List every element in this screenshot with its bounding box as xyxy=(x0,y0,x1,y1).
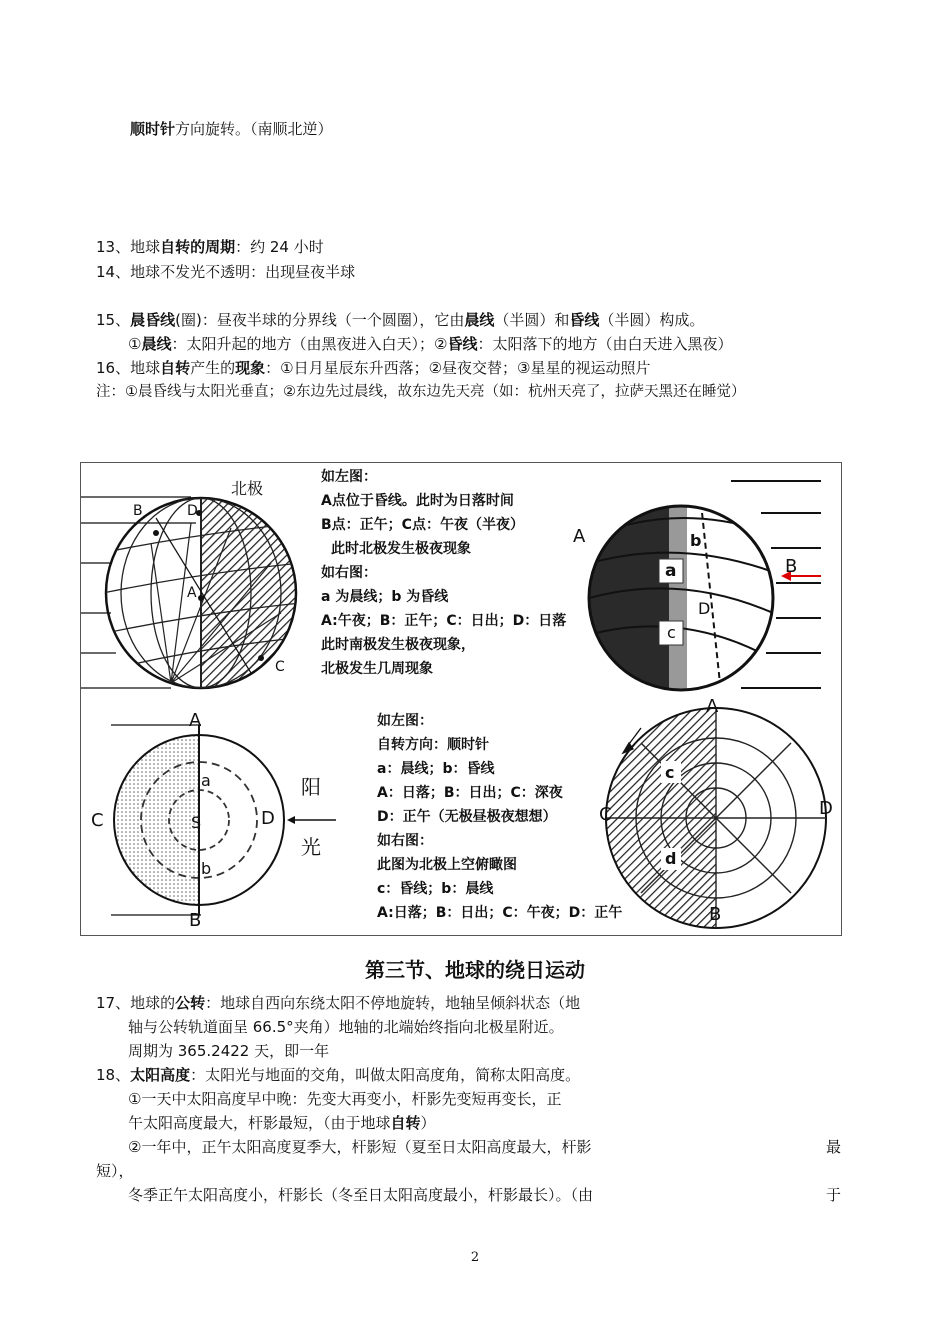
item-17 xyxy=(96,993,580,1013)
label-br-b: B xyxy=(709,904,722,925)
fig-text-line: a 为晨线；b 为昏线 xyxy=(321,589,449,605)
fig-text-line: 此时南极发生极夜现象， xyxy=(321,637,475,653)
text-span: 13、地球 xyxy=(96,238,161,256)
bold-term: 自转的周期 xyxy=(160,238,236,256)
fig-text-line: 如左图： xyxy=(377,713,433,729)
label-sun-1: 阳 xyxy=(301,775,321,799)
text-span: (圈)：昼夜半球的分界线（一个圆圈），它由 xyxy=(175,311,465,329)
text-span: ①一天中太阳高度 xyxy=(128,1090,247,1108)
label-a: A xyxy=(187,585,197,601)
figure-text-bottom xyxy=(377,709,622,925)
item-18-1 xyxy=(128,1089,561,1109)
globe-top-right xyxy=(586,481,821,693)
text-span: 轴与公转轨道面呈 66.5°夹角）地轴的北端始终指向北极星附近。 xyxy=(128,1018,564,1036)
text-span: ：太阳光与地面的交角，叫做太阳高度角，简称太阳高度。 xyxy=(190,1066,581,1084)
fig-text-line: A：日落；B：日出；C：深夜 xyxy=(377,785,563,801)
fig-text-line: B点：正午；C点：午夜（半夜） xyxy=(321,517,524,533)
label-d-point: D xyxy=(698,599,711,618)
text-span: ，故 xyxy=(383,384,412,400)
text-span: 垂直 xyxy=(239,384,269,400)
text-span: 16、地球 xyxy=(96,359,161,377)
text-span: 午太阳高度最大，杆影最短，（由于地球 xyxy=(128,1114,391,1132)
text-span: 白天进入黑夜 xyxy=(627,335,718,353)
fig-text-line: 北极发生几周现象 xyxy=(321,661,433,677)
label-br-small-c: c xyxy=(665,763,675,782)
label-d: D xyxy=(187,503,198,519)
item-18-2c-end: 于 xyxy=(826,1186,842,1204)
item-18-2c xyxy=(128,1185,593,1205)
label-top-a: A xyxy=(189,710,202,731)
label-right-d: D xyxy=(261,808,275,829)
item-15 xyxy=(96,310,704,330)
fig-text-line: 自转方向：顺时针 xyxy=(377,737,489,753)
label-small-a: a xyxy=(201,771,211,790)
bold-term: 晨线 xyxy=(464,311,495,329)
fig-text-line: c：昏线；b：晨线 xyxy=(377,881,494,897)
earth-rotation-figure xyxy=(80,462,842,936)
fig-text-line: D：正午（无极昼极夜想想） xyxy=(377,809,557,825)
text-line xyxy=(130,119,333,139)
text-span: 注：①晨昏线与太阳光 xyxy=(96,384,240,400)
fig-text-line: 此时北极发生极夜现象 xyxy=(331,541,471,557)
text-span: 昼夜半球 xyxy=(295,263,356,281)
section-title: 第三节、地球的绕日运动 xyxy=(365,958,585,982)
text-span: ：①日月星辰东升西落；②昼夜交替；③星星的视运动照片 xyxy=(265,359,651,377)
label-big-a: A xyxy=(573,526,586,547)
text-span: 夏季大，杆影短（夏至日太阳高度最大，杆影 xyxy=(291,1138,592,1156)
text-span: ②一年中，正午太阳高度 xyxy=(128,1138,292,1156)
text-span: （如：杭州天亮了，拉萨天黑还在睡觉） xyxy=(484,384,746,400)
text-span: ；② xyxy=(268,384,296,400)
text-span: ：约 24 小时 xyxy=(235,238,324,256)
item-18 xyxy=(96,1065,580,1085)
fig-text-line: A:午夜；B：正午；C：日出；D：日落 xyxy=(321,613,567,629)
text-span: 冬季正午太阳高度小，杆影长（冬至日太阳高度最小，杆影最长）。（由 xyxy=(128,1186,594,1204)
label-sun-2: 光 xyxy=(301,835,321,859)
bold-term: 昏线 xyxy=(447,335,478,353)
text-span: 早中晚：先变大再变小，杆影先变短再变长，正 xyxy=(246,1090,562,1108)
item-16 xyxy=(96,358,651,378)
text-span: ① xyxy=(128,335,142,353)
item-13 xyxy=(96,237,324,257)
fig-text-line: 此图为北极上空俯瞰图 xyxy=(377,857,517,873)
label-b: B xyxy=(133,503,143,519)
fig-text-line: a：晨线；b：昏线 xyxy=(377,761,495,777)
fig-text-line: A点位于昏线。此时为日落时间 xyxy=(321,493,514,509)
label-bottom-b: B xyxy=(189,910,202,931)
label-small-b: b xyxy=(201,859,212,878)
label-br-a: A xyxy=(706,696,719,717)
text-span: 黑夜进入白天 xyxy=(321,335,412,353)
disc-bottom-right xyxy=(606,708,826,928)
fig-text-line: 如左图： xyxy=(321,469,377,485)
text-span: （半圆）构成。 xyxy=(599,311,705,329)
label-br-small-d: d xyxy=(665,849,677,868)
item-18-1b xyxy=(128,1113,436,1133)
label-c-point: c xyxy=(667,623,676,642)
item-18-2 xyxy=(128,1137,591,1157)
bold-term: 自转 xyxy=(390,1114,421,1132)
text-span: ） xyxy=(420,1114,436,1132)
bold-term: 公转 xyxy=(175,994,206,1012)
text-span: 18、 xyxy=(96,1066,131,1084)
item-14 xyxy=(96,262,355,282)
bold-term: 顺时针 xyxy=(130,120,176,138)
text-span: ） xyxy=(717,335,733,353)
text-span: 产生的 xyxy=(190,359,236,377)
text-span: ：太阳落下的地方（由 xyxy=(477,335,628,353)
bold-term: 自转 xyxy=(160,359,191,377)
label-br-c: C xyxy=(599,804,612,825)
bold-term: 晨线 xyxy=(141,335,172,353)
text-span: 方向旋转。（南顺北逆） xyxy=(175,120,333,138)
label-a-line: a xyxy=(665,561,677,581)
text-span: 周期为 365.2422 天，即一年 xyxy=(128,1042,330,1060)
fig-text-line: A:日落；B：日出；C：午夜；D：正午 xyxy=(377,905,623,921)
text-span: ：太阳升起的地方（由 xyxy=(171,335,322,353)
text-span: 15、 xyxy=(96,311,131,329)
text-span: 短）， xyxy=(96,1162,134,1180)
bold-term: 现象 xyxy=(235,359,266,377)
item-18-2b xyxy=(96,1161,134,1181)
label-north-pole: 北极 xyxy=(231,479,264,498)
item-15-detail xyxy=(128,334,733,354)
label-big-b: B xyxy=(785,556,798,577)
text-span: 14、地球不发光不透明：出现 xyxy=(96,263,296,281)
label-left-c: C xyxy=(91,810,104,831)
label-br-d: D xyxy=(819,798,833,819)
label-s: S xyxy=(191,813,202,832)
bold-term: 太阳高度 xyxy=(130,1066,191,1084)
page-number: 2 xyxy=(470,1250,480,1265)
text-span: ）；② xyxy=(411,335,448,353)
disc-bottom-left xyxy=(111,725,336,915)
text-span: 17、地球的 xyxy=(96,994,176,1012)
fig-text-line: 如右图： xyxy=(321,565,377,581)
text-span: （半圆）和 xyxy=(494,311,570,329)
text-span: ：地球自西向东绕太阳不停地旋转，地轴呈倾斜状态（地 xyxy=(205,994,581,1012)
label-c: C xyxy=(275,659,285,675)
item-17-line2 xyxy=(128,1017,564,1037)
item-17-line3 xyxy=(128,1041,329,1061)
fig-text-line: 如右图： xyxy=(377,833,433,849)
label-b-line: b xyxy=(690,531,702,550)
item-18-2-end: 最 xyxy=(826,1138,842,1156)
text-span: 东边先过晨线 xyxy=(296,384,383,400)
bold-term: 晨昏线 xyxy=(130,311,176,329)
bold-term: 昏线 xyxy=(569,311,600,329)
figure-text-top xyxy=(321,465,566,681)
text-span: 东边先天亮 xyxy=(412,384,485,400)
note-line xyxy=(96,382,746,402)
